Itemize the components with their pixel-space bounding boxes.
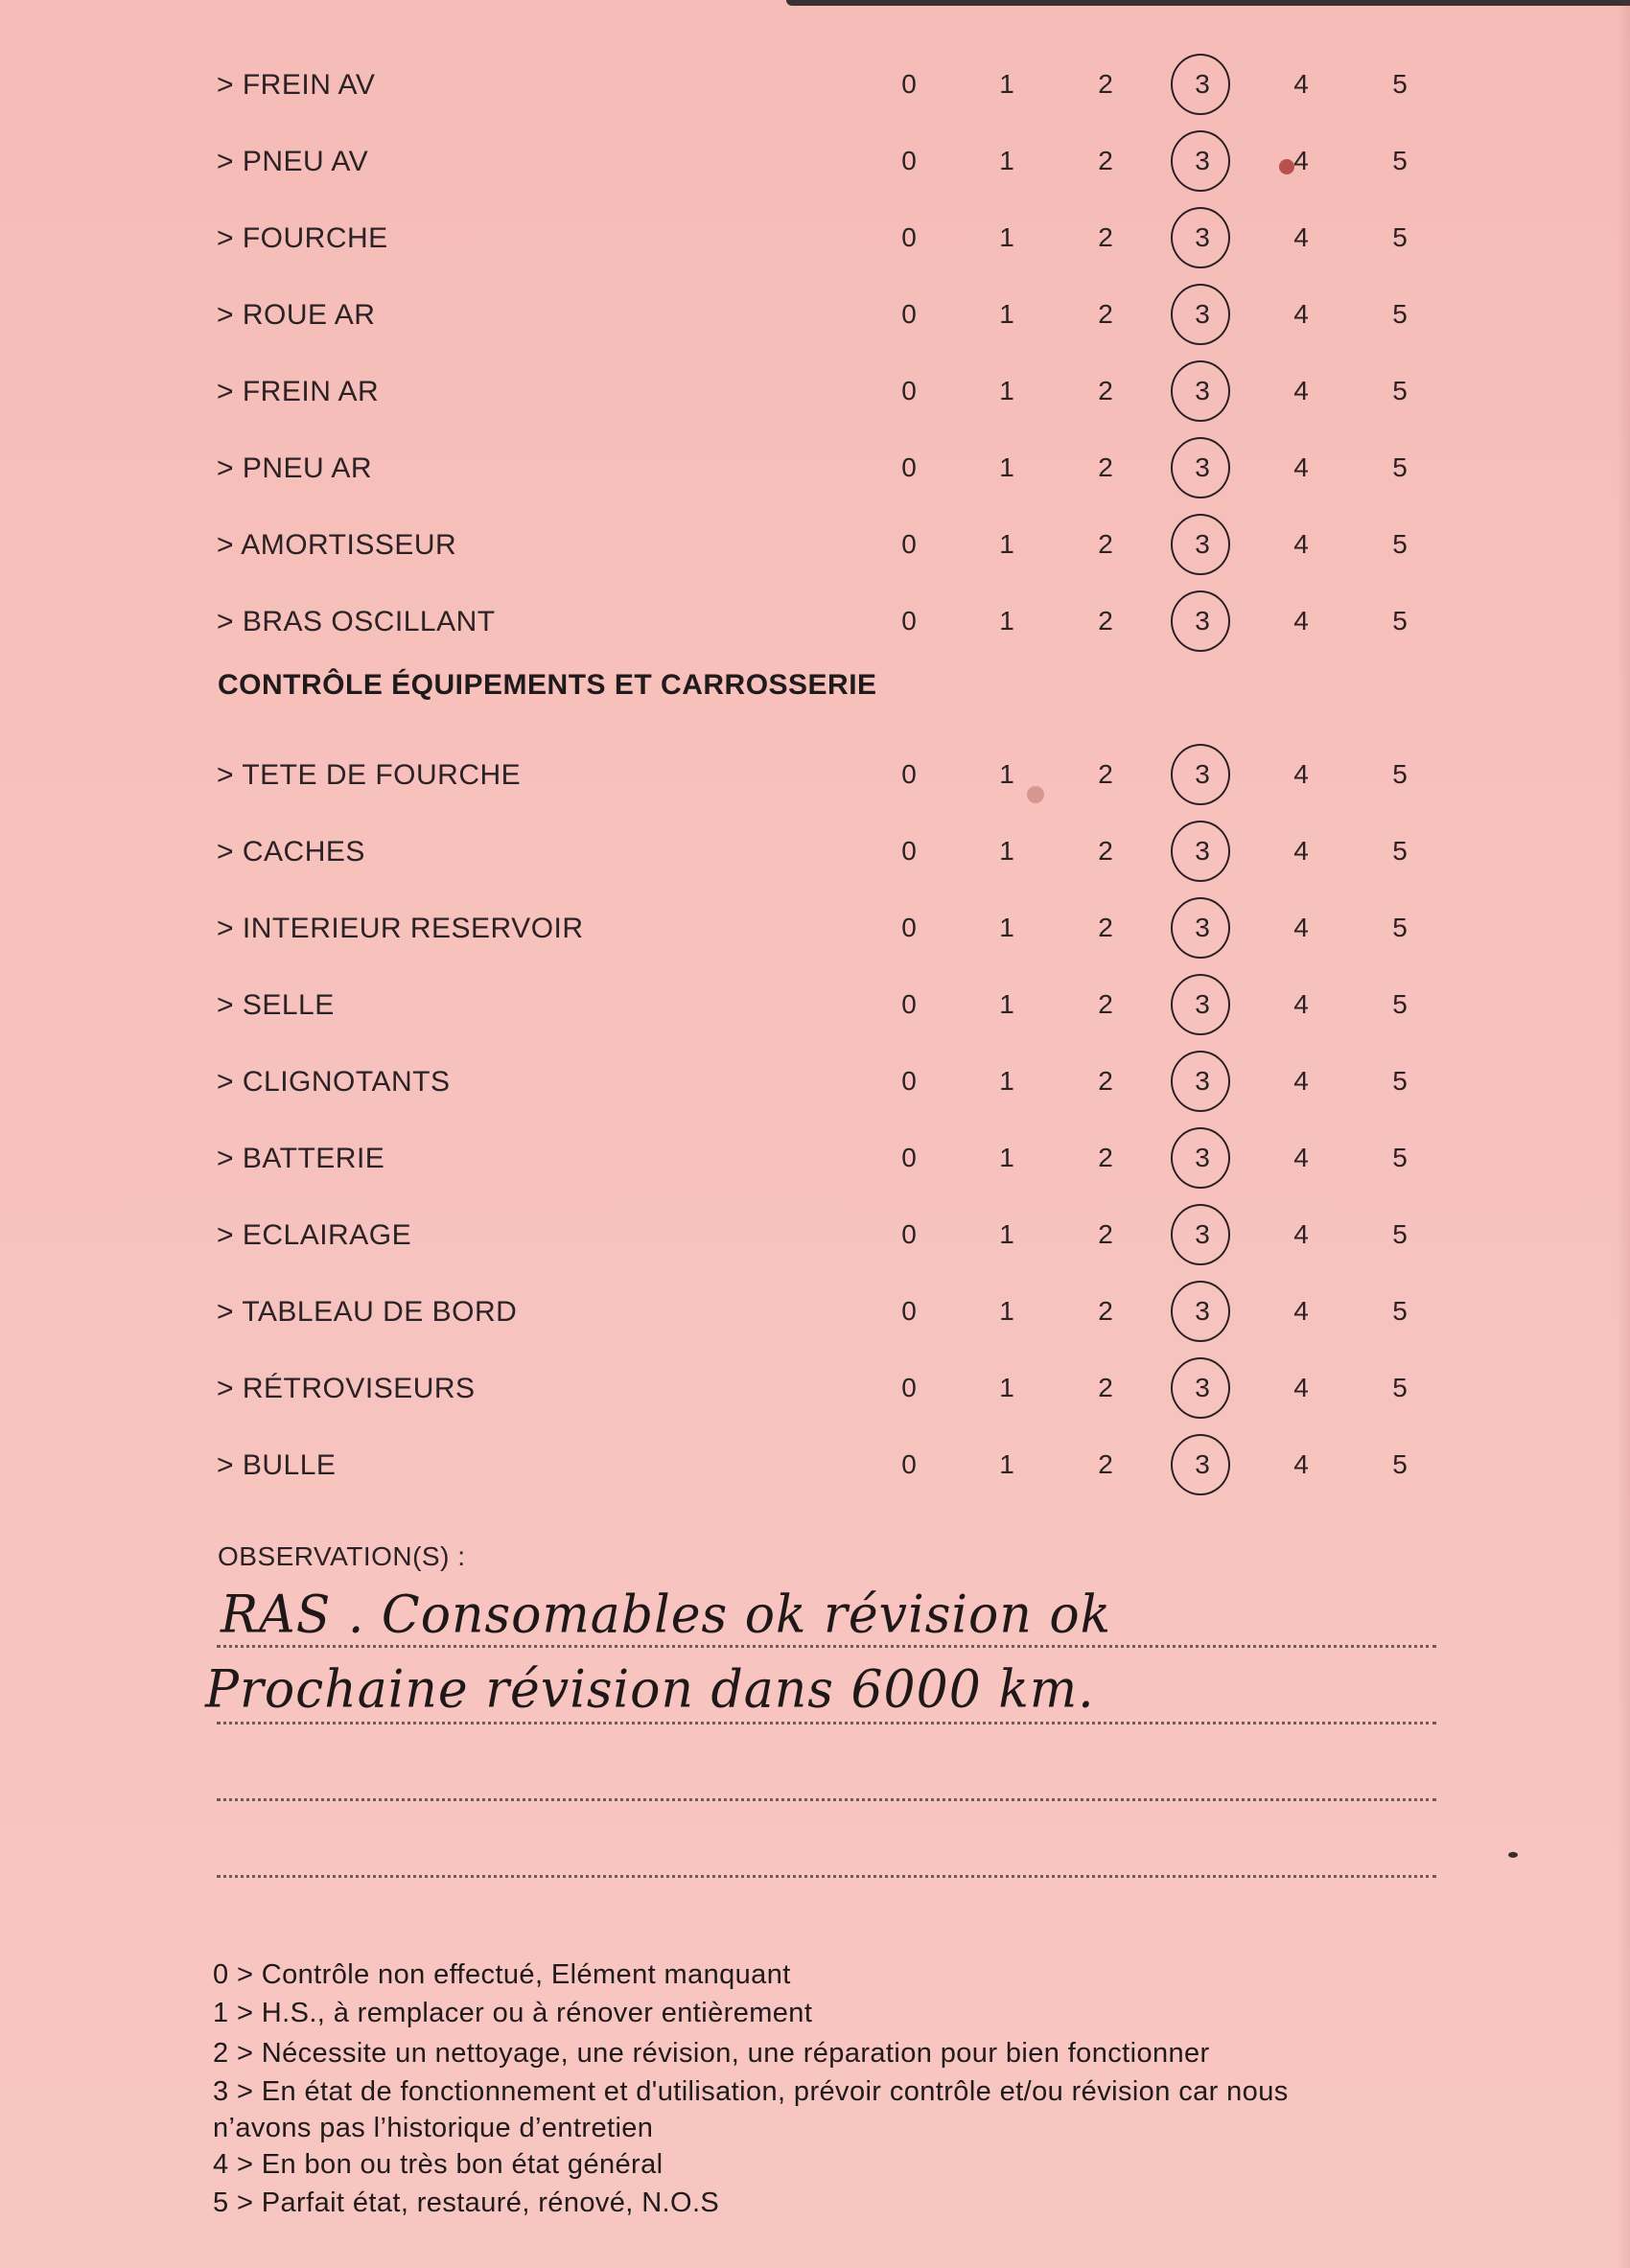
score-option-0[interactable]: 0 — [901, 146, 917, 175]
ink-stain — [1508, 1852, 1518, 1858]
legend-3: 3 > En état de fonctionnement et d'utilisation, prévoir contrôle et/ou révision car nous — [213, 2076, 1289, 2107]
control-row — [0, 1359, 1630, 1417]
score-option-1[interactable]: 1 — [999, 1373, 1014, 1402]
score-option-2[interactable]: 2 — [1098, 1296, 1113, 1326]
score-option-0[interactable]: 0 — [901, 759, 917, 789]
score-option-3[interactable]: 3 — [1195, 606, 1210, 636]
score-option-0[interactable]: 0 — [901, 376, 917, 405]
score-option-1[interactable]: 1 — [999, 759, 1014, 789]
score-option-1[interactable]: 1 — [999, 529, 1014, 559]
score-option-4[interactable]: 4 — [1293, 376, 1309, 405]
score-option-1[interactable]: 1 — [999, 1066, 1014, 1096]
score-option-3[interactable]: 3 — [1195, 376, 1210, 405]
score-option-5[interactable]: 5 — [1392, 1066, 1408, 1096]
score-option-0[interactable]: 0 — [901, 1449, 917, 1479]
score-option-1[interactable]: 1 — [999, 1449, 1014, 1479]
control-row — [0, 822, 1630, 880]
score-option-4[interactable]: 4 — [1293, 1219, 1309, 1249]
score-option-1[interactable]: 1 — [999, 299, 1014, 329]
score-option-0[interactable]: 0 — [901, 1296, 917, 1326]
observation-line-1[interactable]: RAS . Consomables ok révision ok — [221, 1585, 1112, 1645]
legend-1: 1 > H.S., à remplacer ou à rénover entièrement — [213, 1998, 813, 2028]
selected-score-circle — [1171, 1434, 1230, 1495]
score-option-0[interactable]: 0 — [901, 69, 917, 99]
score-option-4[interactable]: 4 — [1293, 1143, 1309, 1172]
score-option-3[interactable]: 3 — [1195, 222, 1210, 252]
score-option-0[interactable]: 0 — [901, 1143, 917, 1172]
score-option-4[interactable]: 4 — [1293, 1449, 1309, 1479]
control-row-label: > RÉTROVISEURS — [217, 1373, 476, 1404]
control-row — [0, 592, 1630, 650]
score-option-1[interactable]: 1 — [999, 913, 1014, 942]
score-option-0[interactable]: 0 — [901, 989, 917, 1019]
score-option-5[interactable]: 5 — [1392, 989, 1408, 1019]
observation-line-2[interactable]: Prochaine révision dans 6000 km. — [205, 1659, 1095, 1720]
score-option-2[interactable]: 2 — [1098, 376, 1113, 405]
control-row — [0, 439, 1630, 497]
score-option-3[interactable]: 3 — [1195, 1143, 1210, 1172]
score-option-5[interactable]: 5 — [1392, 376, 1408, 405]
control-row-label: > BULLE — [217, 1449, 337, 1481]
score-option-1[interactable]: 1 — [999, 1219, 1014, 1249]
score-option-4[interactable]: 4 — [1293, 606, 1309, 636]
score-option-4[interactable]: 4 — [1293, 452, 1309, 482]
score-option-2[interactable]: 2 — [1098, 759, 1113, 789]
control-row-label: > TETE DE FOURCHE — [217, 759, 522, 791]
control-row — [0, 976, 1630, 1033]
control-row-label: > PNEU AR — [217, 452, 373, 484]
score-option-5[interactable]: 5 — [1392, 222, 1408, 252]
score-option-4[interactable]: 4 — [1293, 836, 1309, 866]
selected-score-circle — [1171, 821, 1230, 882]
score-option-2[interactable]: 2 — [1098, 69, 1113, 99]
score-option-1[interactable]: 1 — [999, 222, 1014, 252]
score-option-1[interactable]: 1 — [999, 1143, 1014, 1172]
control-row-label: > CLIGNOTANTS — [217, 1066, 451, 1098]
score-option-5[interactable]: 5 — [1392, 146, 1408, 175]
score-option-5[interactable]: 5 — [1392, 1449, 1408, 1479]
score-option-3[interactable]: 3 — [1195, 1296, 1210, 1326]
score-option-4[interactable]: 4 — [1293, 1296, 1309, 1326]
selected-score-circle — [1171, 1357, 1230, 1419]
score-option-2[interactable]: 2 — [1098, 606, 1113, 636]
score-option-2[interactable]: 2 — [1098, 222, 1113, 252]
score-option-3[interactable]: 3 — [1195, 529, 1210, 559]
score-option-2[interactable]: 2 — [1098, 1219, 1113, 1249]
score-option-4[interactable]: 4 — [1293, 989, 1309, 1019]
legend-3-continued: n’avons pas l’historique d’entretien — [213, 2113, 654, 2143]
control-row-label: > TABLEAU DE BORD — [217, 1296, 518, 1328]
score-option-3[interactable]: 3 — [1195, 452, 1210, 482]
control-row — [0, 746, 1630, 803]
score-option-5[interactable]: 5 — [1392, 529, 1408, 559]
score-option-3[interactable]: 3 — [1195, 836, 1210, 866]
legend-2: 2 > Nécessite un nettoyage, une révision, une réparation pour bien fonctionner — [213, 2038, 1210, 2069]
background-edge — [786, 0, 1630, 6]
score-option-5[interactable]: 5 — [1392, 1219, 1408, 1249]
score-option-3[interactable]: 3 — [1195, 146, 1210, 175]
control-row — [0, 209, 1630, 266]
legend-4: 4 > En bon ou très bon état général — [213, 2149, 664, 2180]
legend-0: 0 > Contrôle non effectué, Elément manquant — [213, 1959, 791, 1990]
score-option-0[interactable]: 0 — [901, 1066, 917, 1096]
selected-score-circle — [1171, 744, 1230, 805]
selected-score-circle — [1171, 590, 1230, 652]
score-option-1[interactable]: 1 — [999, 69, 1014, 99]
score-option-5[interactable]: 5 — [1392, 836, 1408, 866]
score-option-0[interactable]: 0 — [901, 913, 917, 942]
score-option-2[interactable]: 2 — [1098, 913, 1113, 942]
score-option-0[interactable]: 0 — [901, 222, 917, 252]
control-row — [0, 132, 1630, 190]
selected-score-circle — [1171, 1127, 1230, 1189]
control-row-label: > BRAS OSCILLANT — [217, 606, 496, 637]
control-row — [0, 362, 1630, 420]
score-option-4[interactable]: 4 — [1293, 913, 1309, 942]
score-option-2[interactable]: 2 — [1098, 836, 1113, 866]
score-option-3[interactable]: 3 — [1195, 759, 1210, 789]
score-option-5[interactable]: 5 — [1392, 1296, 1408, 1326]
score-option-5[interactable]: 5 — [1392, 913, 1408, 942]
score-option-2[interactable]: 2 — [1098, 529, 1113, 559]
control-row — [0, 1206, 1630, 1263]
score-option-5[interactable]: 5 — [1392, 606, 1408, 636]
selected-score-circle — [1171, 284, 1230, 345]
control-row-label: > BATTERIE — [217, 1143, 385, 1174]
score-option-0[interactable]: 0 — [901, 1219, 917, 1249]
score-option-3[interactable]: 3 — [1195, 1449, 1210, 1479]
score-option-2[interactable]: 2 — [1098, 146, 1113, 175]
control-row — [0, 1283, 1630, 1340]
control-row — [0, 1129, 1630, 1187]
selected-score-circle — [1171, 54, 1230, 115]
score-option-1[interactable]: 1 — [999, 376, 1014, 405]
control-row-label: > AMORTISSEUR — [217, 529, 457, 561]
score-option-2[interactable]: 2 — [1098, 299, 1113, 329]
selected-score-circle — [1171, 514, 1230, 575]
control-row-label: > ECLAIRAGE — [217, 1219, 412, 1251]
score-option-5[interactable]: 5 — [1392, 759, 1408, 789]
score-option-1[interactable]: 1 — [999, 606, 1014, 636]
score-option-1[interactable]: 1 — [999, 452, 1014, 482]
score-option-0[interactable]: 0 — [901, 452, 917, 482]
score-option-2[interactable]: 2 — [1098, 1373, 1113, 1402]
control-row-label: > ROUE AR — [217, 299, 376, 331]
selected-score-circle — [1171, 1051, 1230, 1112]
control-row — [0, 56, 1630, 113]
selected-score-circle — [1171, 207, 1230, 268]
score-option-2[interactable]: 2 — [1098, 989, 1113, 1019]
score-option-0[interactable]: 0 — [901, 529, 917, 559]
score-option-2[interactable]: 2 — [1098, 1143, 1113, 1172]
section-title: CONTRÔLE ÉQUIPEMENTS ET CARROSSERIE — [218, 669, 877, 701]
selected-score-circle — [1171, 974, 1230, 1035]
score-option-4[interactable]: 4 — [1293, 1373, 1309, 1402]
score-option-4[interactable]: 4 — [1293, 759, 1309, 789]
score-option-1[interactable]: 1 — [999, 836, 1014, 866]
control-row — [0, 1053, 1630, 1110]
selected-score-circle — [1171, 1204, 1230, 1265]
observation-dotted-line — [217, 1722, 1436, 1724]
observation-dotted-line — [217, 1645, 1436, 1648]
control-row-label: > CACHES — [217, 836, 365, 868]
score-option-0[interactable]: 0 — [901, 836, 917, 866]
score-option-1[interactable]: 1 — [999, 1296, 1014, 1326]
score-option-5[interactable]: 5 — [1392, 452, 1408, 482]
control-row-label: > FOURCHE — [217, 222, 388, 254]
score-option-1[interactable]: 1 — [999, 989, 1014, 1019]
score-option-0[interactable]: 0 — [901, 299, 917, 329]
control-row — [0, 286, 1630, 343]
score-option-2[interactable]: 2 — [1098, 452, 1113, 482]
score-option-3[interactable]: 3 — [1195, 299, 1210, 329]
score-option-3[interactable]: 3 — [1195, 1373, 1210, 1402]
selected-score-circle — [1171, 437, 1230, 498]
score-option-3[interactable]: 3 — [1195, 1219, 1210, 1249]
control-row-label: > INTERIEUR RESERVOIR — [217, 913, 584, 944]
control-row — [0, 899, 1630, 957]
control-row-label: > FREIN AR — [217, 376, 380, 407]
score-option-2[interactable]: 2 — [1098, 1449, 1113, 1479]
score-option-4[interactable]: 4 — [1293, 1066, 1309, 1096]
score-option-0[interactable]: 0 — [901, 606, 917, 636]
score-option-5[interactable]: 5 — [1392, 1373, 1408, 1402]
score-option-3[interactable]: 3 — [1195, 1066, 1210, 1096]
observation-dotted-line — [217, 1798, 1436, 1801]
score-option-4[interactable]: 4 — [1293, 299, 1309, 329]
score-option-4[interactable]: 4 — [1293, 69, 1309, 99]
score-option-3[interactable]: 3 — [1195, 69, 1210, 99]
score-option-4[interactable]: 4 — [1293, 222, 1309, 252]
score-option-2[interactable]: 2 — [1098, 1066, 1113, 1096]
control-row-label: > FREIN AV — [217, 69, 376, 101]
score-option-1[interactable]: 1 — [999, 146, 1014, 175]
control-row — [0, 516, 1630, 573]
selected-score-circle — [1171, 130, 1230, 192]
control-row — [0, 1436, 1630, 1493]
score-option-5[interactable]: 5 — [1392, 299, 1408, 329]
score-option-5[interactable]: 5 — [1392, 69, 1408, 99]
legend-5: 5 > Parfait état, restauré, rénové, N.O.S — [213, 2187, 720, 2218]
selected-score-circle — [1171, 897, 1230, 959]
score-option-4[interactable]: 4 — [1293, 529, 1309, 559]
score-option-0[interactable]: 0 — [901, 1373, 917, 1402]
score-option-4[interactable]: 4 — [1293, 146, 1309, 175]
observations-title: OBSERVATION(S) : — [218, 1541, 466, 1571]
score-option-3[interactable]: 3 — [1195, 913, 1210, 942]
score-option-5[interactable]: 5 — [1392, 1143, 1408, 1172]
score-option-3[interactable]: 3 — [1195, 989, 1210, 1019]
observation-dotted-line — [217, 1875, 1436, 1878]
selected-score-circle — [1171, 360, 1230, 422]
selected-score-circle — [1171, 1281, 1230, 1342]
control-row-label: > PNEU AV — [217, 146, 369, 177]
control-row-label: > SELLE — [217, 989, 335, 1021]
